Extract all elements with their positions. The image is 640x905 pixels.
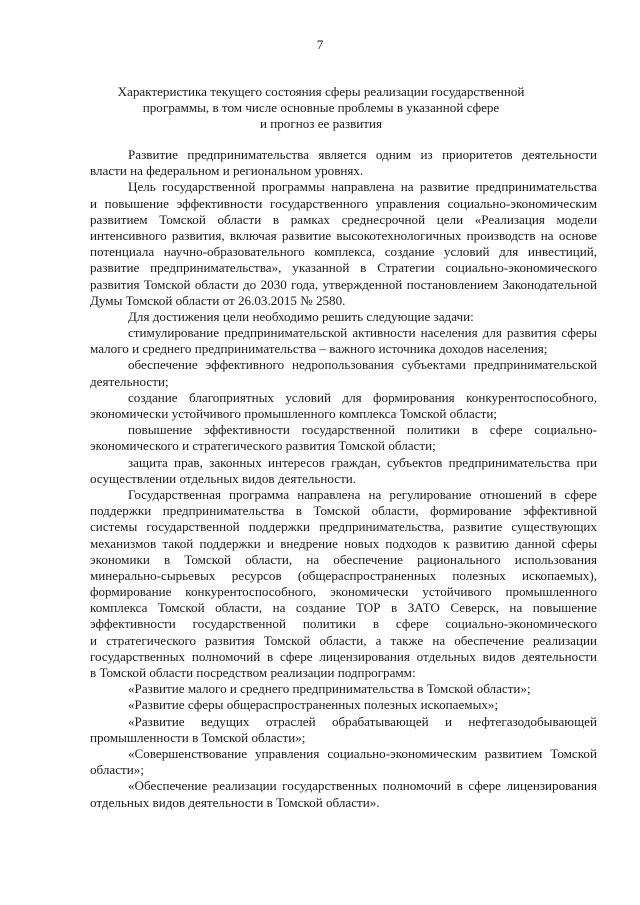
text-line: системы государственной поддержки предпринимательства, развитие существующих xyxy=(90,519,597,535)
text-line: создание благоприятных условий для формирования конкурентоспособного, xyxy=(128,389,597,405)
text-line: экономически устойчивого промышленного комплекса Томской области; xyxy=(90,406,498,421)
text-line: механизмов такой поддержки и внедрение новых подходов к развитию данной сферы xyxy=(90,535,597,551)
text-line: обеспечение эффективного недропользования субъектами предпринимательской xyxy=(128,357,597,373)
text-line: минерально-сырьевых ресурсов (общераспространенных полезных ископаемых), xyxy=(90,567,597,583)
text-line: Развитие предпринимательства является одним из приоритетов деятельности xyxy=(128,147,597,162)
text-line: поддержки предпринимательства в Томской области, формирование эффективной xyxy=(90,503,597,519)
section-heading xyxy=(90,84,552,133)
text-line: развитие предпринимательства», указанной в Стратегии социально-экономического xyxy=(90,260,597,276)
text-line: и повышение эффективности государственного управления социально-экономическим xyxy=(90,195,597,211)
text-line: Государственная программа направлена на регулирование отношений в сфере xyxy=(128,486,597,502)
text-line: «Обеспечение реализации государственных полномочий в сфере лицензирования xyxy=(128,778,597,794)
text-line: защита прав, законных интересов граждан, субъектов предпринимательства при xyxy=(128,454,597,470)
text-line: малого и среднего предпринимательства – важного источника доходов населения; xyxy=(90,341,548,357)
text-line: деятельности; xyxy=(90,373,169,389)
text-line: Для достижения цели необходимо решить следующие задачи: xyxy=(128,308,474,324)
text-line: Цель государственной программы направлена на развитие предпринимательства xyxy=(128,179,597,195)
text-line: интенсивного развития, включая развитие высокотехнологичных производств на основе xyxy=(90,227,597,243)
text-line: Думы Томской области от 26.03.2015 № 2580. xyxy=(90,292,346,308)
text-line: промышленности в Томской области»; xyxy=(90,729,306,745)
text-line: осуществлении отдельных видов деятельности. xyxy=(90,470,357,486)
text-line: потенциала научно-образовательного комплекса, создание условий для инвестиций, xyxy=(90,244,597,260)
text-line: «Развитие сферы общераспространенных полезных ископаемых»; xyxy=(128,697,499,713)
text-line: «Развитие малого и среднего предпринимательства в Томской области»; xyxy=(128,681,531,697)
text-line: стимулирование предпринимательской активности населения для развития сферы xyxy=(128,325,597,341)
text-line: «Совершенствование управления социально-экономическим развитием Томской xyxy=(128,745,597,761)
heading-line: Характеристика текущего состояния сферы реализации государственной xyxy=(117,84,525,99)
text-line: повышение эффективности государственной политики в сфере социально- xyxy=(128,422,597,438)
text-line: комплекса Томской области, на создание ТОР в ЗАТО Северск, на повышение xyxy=(90,600,597,616)
page-number: 7 xyxy=(316,37,324,52)
text-line: власти на федеральном и региональном уровнях. xyxy=(90,163,364,179)
heading-line: программы, в том числе основные проблемы в указанной сфере xyxy=(142,100,500,116)
text-line: отдельных видов деятельности в Томской области». xyxy=(90,794,380,810)
text-line: экономического и стратегического развития Томской области; xyxy=(90,438,436,454)
text-line: эффективности государственной политики в сфере социально-экономического xyxy=(90,616,597,632)
text-line: области»; xyxy=(90,762,144,778)
text-line: «Развитие ведущих отраслей обрабатывающей и нефтегазодобывающей xyxy=(128,713,597,729)
text-line: развития Томской области до 2030 года, утвержденной постановлением Законодательной xyxy=(90,276,597,292)
text-line: государственных полномочий в сфере лицензирования отдельных видов деятельности xyxy=(90,648,597,664)
text-line: в Томской области посредством реализации подпрограмм: xyxy=(90,665,416,680)
text-line: экономики в Томской области, на обеспечение рационального использования xyxy=(90,551,597,567)
text-line: и стратегического развития Томской области, а также на обеспечение реализации xyxy=(90,632,597,648)
text-line: развитием Томской области в рамках среднесрочной цели «Реализация модели xyxy=(90,211,597,227)
body-text xyxy=(90,147,597,811)
text-line: формирование конкурентоспособного, экономически устойчивого промышленного xyxy=(90,584,597,600)
heading-line: и прогноз ее развития xyxy=(259,116,383,132)
